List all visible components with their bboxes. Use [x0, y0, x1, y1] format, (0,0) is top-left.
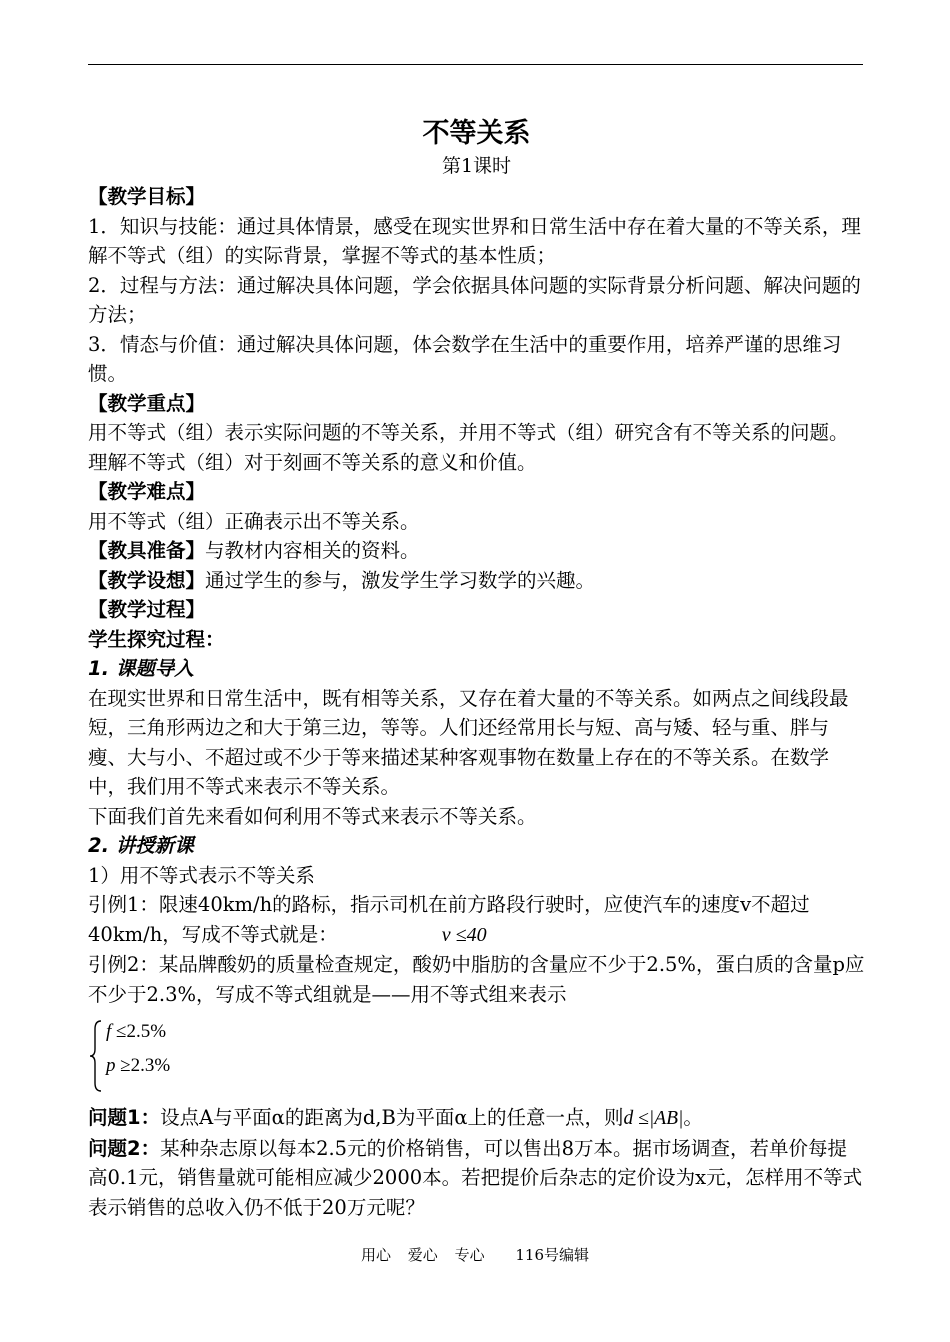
example-2-text: 引例2：某品牌酸奶的质量检查规定，酸奶中脂肪的含量应不少于2.5%，蛋白质的含量p应不少于2.3%，写成不等式组就是——用不等式组来表示 [88, 953, 865, 1006]
goal-item-2: 2．过程与方法：通过解决具体问题，学会依据具体问题的实际背景分析问题、解决问题的方法； [88, 273, 861, 326]
footer-b: 爱心 [407, 1246, 438, 1264]
intro-heading: 1. 课题导入 [88, 657, 194, 680]
system-line-1-rel: ≤2.5% [111, 1021, 167, 1042]
left-brace-icon [88, 1017, 104, 1095]
doc-title: 不等关系 [422, 118, 531, 149]
system-line-2 [106, 1055, 170, 1077]
design-text: 通过学生的参与，激发学生学习数学的兴趣。 [205, 568, 596, 592]
document-body [88, 116, 865, 1222]
inequality-system [88, 1017, 865, 1095]
process-heading: 【教学过程】 [88, 598, 206, 621]
example-1-formula: v ≤40 [441, 923, 487, 946]
question-1-end: 。 [683, 1106, 703, 1129]
goals-heading: 【教学目标】 [88, 185, 206, 208]
footer-d: 116号编辑 [515, 1246, 590, 1264]
system-line-2-var: p [106, 1055, 116, 1076]
intro-paragraph-2: 下面我们首先来看如何利用不等式来表示不等关系。 [88, 804, 537, 828]
design-line [88, 566, 865, 596]
footer-c: 专心 [454, 1246, 485, 1264]
goal-item-1: 1．知识与技能：通过具体情景，感受在现实世界和日常生活中存在着大量的不等关系，理解不等式（组）的实际背景，掌握不等式的基本性质； [88, 214, 861, 267]
header-rule [88, 64, 863, 65]
question-2 [88, 1134, 865, 1223]
keypoints-heading: 【教学重点】 [88, 391, 206, 415]
lecture-heading: 2. 讲授新课 [88, 834, 194, 857]
tools-heading: 【教具准备】 [88, 539, 206, 562]
student-process-heading: 学生探究过程： [88, 627, 225, 651]
design-heading: 【教学设想】 [88, 568, 206, 592]
question-1 [88, 1103, 865, 1134]
tools-text: 与教材内容相关的资料。 [205, 539, 420, 562]
goal-item-3: 3．情态与价值：通过解决具体问题，体会数学在生活中的重要作用，培养严谨的思维习惯。 [88, 332, 842, 385]
example-1-text: 引例1：限速40km/h的路标，指示司机在前方路段行驶时，应使汽车的速度v不超过40km/h，写成不等式就是： [88, 893, 810, 946]
doc-subtitle: 第1课时 [441, 155, 512, 177]
system-line-2-rel: ≥2.3% [115, 1055, 171, 1076]
difficulties-text: 用不等式（组）正确表示出不等关系。 [88, 509, 420, 533]
difficulties-heading: 【教学难点】 [88, 480, 206, 503]
page-footer [0, 1244, 950, 1265]
intro-paragraph-1: 在现实世界和日常生活中，既有相等关系，又存在着大量的不等关系。如两点之间线段最短，三角形两边之和大于第三边，等等。人们还经常用长与短、高与矮、轻与重、胖与瘦、大与小、不超过或不少于等来描述某种客观事物在数量上存在的不等关系。在数学中，我们用不等式来表示不等关系。 [88, 686, 849, 798]
tools-line [88, 536, 865, 566]
keypoints-text: 用不等式（组）表示实际问题的不等关系，并用不等式（组）研究含有不等关系的问题。理解不等式（组）对于刻画不等关系的意义和价值。 [88, 421, 849, 474]
question-1-formula: d ≤|AB| [623, 1108, 684, 1129]
question-1-label: 问题1： [88, 1106, 161, 1129]
system-line-1 [106, 1021, 166, 1043]
example-1 [88, 890, 865, 950]
system-line-1-var: f [106, 1021, 112, 1042]
question-2-text: 某种杂志原以每本2.5元的价格销售，可以售出8万本。据市场调查，若单价每提高0.1元，销售量就可能相应减少2000本。若把提价后杂志的定价设为x元，怎样用不等式表示销售的总收入仍不低于20万元呢？ [88, 1136, 863, 1219]
question-1-text: 设点A与平面α的距离为d,B为平面α上的任意一点，则 [160, 1106, 624, 1129]
subsection-1: 1）用不等式表示不等关系 [88, 863, 315, 887]
question-2-label: 问题2： [88, 1136, 161, 1160]
footer-a: 用心 [360, 1246, 391, 1264]
